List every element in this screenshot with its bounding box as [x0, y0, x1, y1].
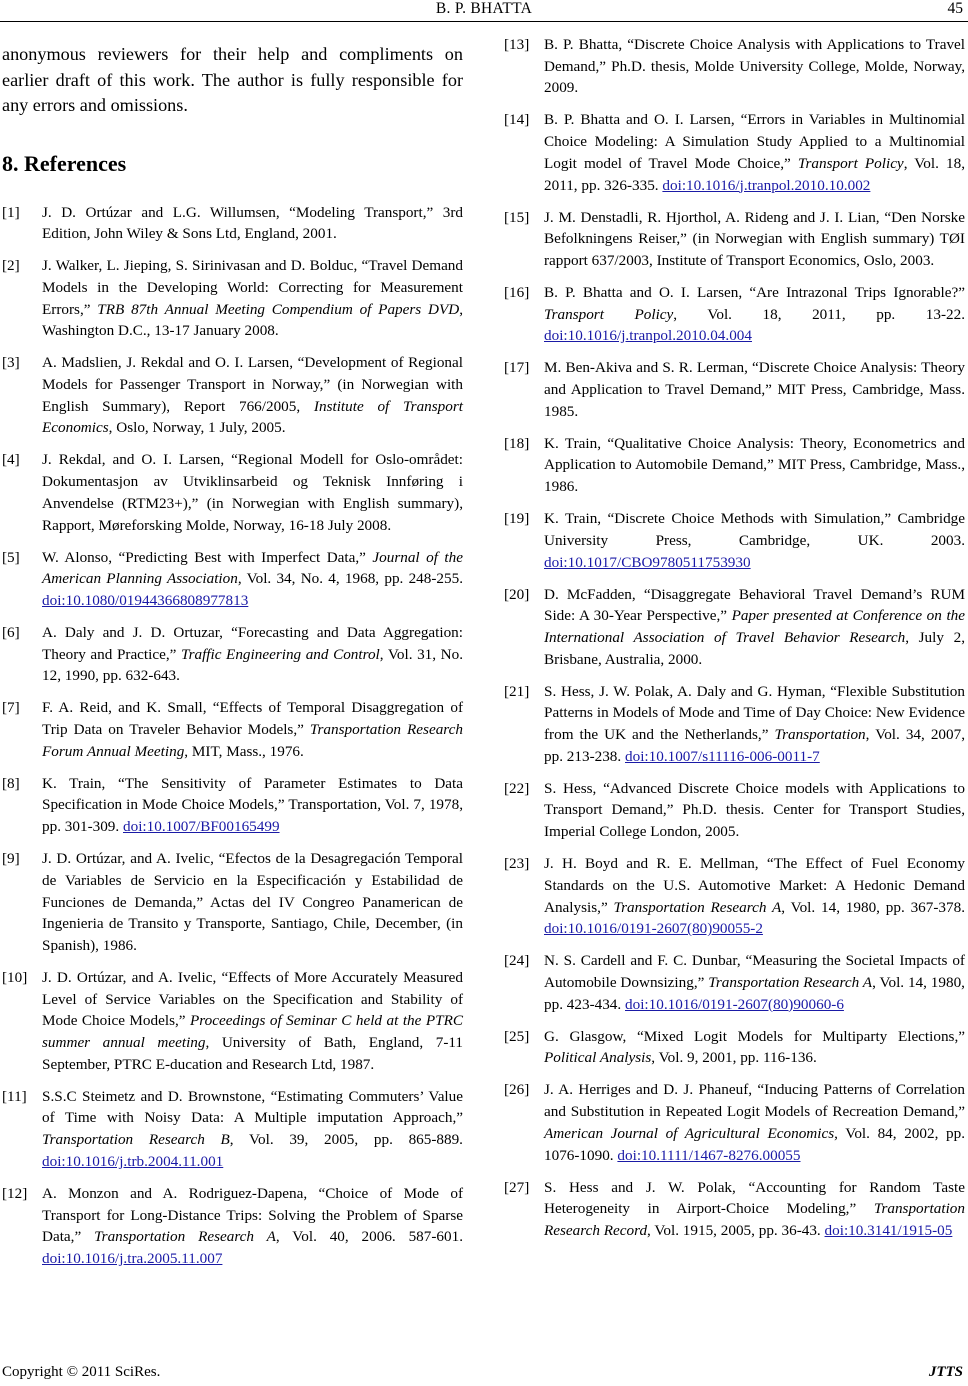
reference-text — [42, 699, 463, 759]
reference-text-part: , Vol. 14, 1980, pp. 423-434. — [544, 973, 965, 1013]
reference-text-part: J. M. Denstadli, R. Hjorthol, A. Rideng and J. I. Lian, “Den Norske Befolkningens Reiser,” (in Norwegian with English summary) TØI rapport 637/2003, Institute of Transport Economics, Oslo, 2003. — [544, 208, 965, 269]
reference-item — [2, 848, 463, 957]
reference-number: [6] — [2, 623, 20, 641]
reference-number: [1] — [2, 203, 20, 221]
reference-text — [42, 204, 463, 243]
reference-number: [13] — [504, 36, 530, 53]
reference-item — [2, 547, 463, 612]
doi-link[interactable]: doi:10.3141/1915-05 — [824, 1221, 953, 1239]
reference-item — [504, 853, 965, 940]
reference-text — [42, 257, 463, 339]
reference-number: [12] — [2, 1184, 28, 1202]
reference-item — [2, 697, 463, 762]
reference-text — [544, 683, 965, 765]
reference-number: [25] — [504, 1027, 530, 1045]
reference-number: [23] — [504, 855, 530, 873]
reference-text — [42, 549, 463, 609]
reference-text — [42, 451, 463, 533]
reference-item — [504, 207, 965, 272]
reference-item — [2, 202, 463, 245]
reference-item — [504, 950, 965, 1015]
reference-list-left — [2, 202, 463, 1270]
reference-item — [2, 773, 463, 838]
reference-item — [2, 967, 463, 1076]
reference-italic-source: Proceedings of Seminar C held at the PTRC summer annual meeting — [42, 1012, 463, 1052]
reference-number: [19] — [504, 510, 530, 528]
doi-link[interactable]: doi:10.1007/BF00165499 — [123, 818, 280, 836]
reference-text-part: B. P. Bhatta and O. I. Larsen, “Are Intrazonal Trips Ignorable?” — [544, 283, 965, 301]
reference-text-part: J. D. Ortúzar, and A. Ivelic, “Efectos de la Desagregación Temporal de Variables de Servicio en la Especificación y Estabilidad de Funciones de Demanda,” Actas del IV Congreo Panamerican de Ingenieria de Transito y Transporte, Santiago, Chile, December, (in Spanish), 1986. — [42, 850, 463, 954]
reference-text-part: S. Hess and J. W. Polak, “Accounting for Random Taste Heterogeneity in Airport-Choice Modeling,” — [544, 1178, 965, 1218]
reference-italic-source: Transportation — [774, 726, 866, 744]
reference-text — [544, 780, 965, 840]
reference-text — [544, 111, 965, 193]
reference-item — [504, 681, 965, 768]
doi-link[interactable]: doi:10.1016/j.tranpol.2010.10.002 — [662, 176, 871, 194]
reference-text-part: A. Daly and J. D. Ortuzar, “Forecasting and Data Aggregation: Theory and Practice,” — [42, 623, 463, 663]
reference-text-part: F. A. Reid, and K. Small, “Effects of Temporal Disaggregation of Trip Data on Traveler Behavior Models,” — [42, 699, 463, 739]
reference-text-part: J. H. Boyd and R. E. Mellman, “The Effect of Fuel Economy Standards on the U.S. Automotive Market: A Hedonic Demand Analysis,” — [544, 855, 965, 916]
reference-text-part: A. Madslien, J. Rekdal and O. I. Larsen, “Development of Regional Models for Passenger Transport in Norway,” (in Norwegian with English Summary), Report 766/2005, — [42, 354, 463, 415]
reference-item — [2, 622, 463, 687]
reference-text-part: , Vol. 18, 2011, pp. 326-335. — [544, 154, 965, 194]
reference-text-part: B. P. Bhatta and O. I. Larsen, “Errors in Variables in Multinomial Choice Modeling: A Simulation Study Applied to a Multinomial Logit model of Travel Mode Choice,” — [544, 111, 965, 172]
reference-number: [8] — [2, 774, 20, 792]
reference-text-part: , Vol. 18, 2011, pp. 13-22. — [673, 305, 965, 323]
reference-number: [3] — [2, 354, 20, 372]
reference-text-part: , Vol. 84, 2002, pp. 1076-1090. — [544, 1124, 965, 1164]
reference-text — [42, 850, 463, 954]
reference-text-part: , Vol. 9, 2001, pp. 116-136. — [651, 1049, 817, 1067]
reference-text — [544, 510, 965, 570]
reference-text-part: , Vol. 14, 1980, pp. 367-378. — [781, 898, 966, 916]
reference-number: [5] — [2, 548, 20, 566]
reference-item — [504, 1026, 965, 1069]
reference-item — [504, 778, 965, 843]
reference-italic-source: American Journal of Agricultural Economics — [544, 1124, 835, 1142]
reference-item — [504, 34, 965, 99]
reference-text — [544, 36, 965, 96]
reference-item — [2, 1086, 463, 1173]
reference-text-part: , Washington D.C., 13-17 January 2008. — [42, 300, 463, 340]
reference-text-part: J. D. Ortúzar, and A. Ivelic, “Effects of More Accurately Measured Level of Service Variables on the Specification and Stability of Mode Choice Models,” — [42, 968, 463, 1030]
reference-item — [504, 508, 965, 573]
reference-number: [21] — [504, 682, 530, 700]
reference-italic-source: Transport Policy — [797, 154, 904, 172]
reference-text — [544, 435, 965, 495]
running-header-author: B. P. BHATTA — [435, 0, 533, 17]
reference-italic-source: Transport Policy — [544, 305, 674, 323]
reference-text-part: J. D. Ortúzar and L.G. Willumsen, “Modeling Transport,” 3rd Edition, John Wiley & Sons Ltd, England, 2001. — [42, 203, 463, 243]
reference-text-part: N. S. Cardell and F. C. Dunbar, “Measuring the Societal Impacts of Automobile Downsizing,” — [544, 952, 965, 991]
reference-item — [2, 449, 463, 536]
reference-text-part: A. Monzon and A. Rodriguez-Dapena, “Choice of Mode of Transport for Long-Distance Trips: Solving the Problem of Sparse Data,” — [42, 1184, 463, 1246]
reference-number: [22] — [504, 779, 530, 797]
reference-italic-source: Transportation Research Forum Annual Meeting — [42, 721, 463, 760]
doi-link[interactable]: doi:10.1016/j.trb.2004.11.001 — [42, 1152, 224, 1170]
reference-text-part: , July 2, Brisbane, Australia, 2000. — [544, 628, 965, 668]
reference-text — [544, 952, 965, 1012]
reference-item — [504, 282, 965, 347]
page-number: 45 — [947, 0, 963, 17]
reference-item — [504, 433, 965, 498]
reference-number: [18] — [504, 434, 530, 452]
reference-text-part: , Vol. 39, 2005, pp. 865-889. — [229, 1131, 463, 1149]
doi-link[interactable]: doi:10.1016/0191-2607(80)90060-6 — [625, 995, 844, 1013]
footer-copyright: Copyright © 2011 SciRes. — [2, 1364, 161, 1380]
reference-item — [504, 357, 965, 422]
reference-text-part: , Vol. 31, No. 12, 1990, pp. 632-643. — [42, 645, 463, 685]
reference-text-part: , Oslo, Norway, 1 July, 2005. — [108, 419, 286, 437]
reference-number: [24] — [504, 952, 530, 970]
reference-list-right — [504, 34, 965, 1242]
reference-text-part: , Vol. 40, 2006. 587-601. — [275, 1228, 463, 1246]
reference-italic-source: Transportation Research A — [708, 973, 873, 991]
reference-text — [42, 624, 463, 684]
reference-text — [544, 1179, 965, 1239]
reference-italic-source: Transportation Research A — [94, 1228, 276, 1246]
reference-italic-source: TRB 87th Annual Meeting Compendium of Papers DVD — [97, 300, 460, 318]
reference-text — [42, 775, 463, 835]
reference-italic-source: Traffic Engineering and Control — [180, 645, 380, 663]
reference-text — [544, 284, 965, 344]
reference-item — [504, 1079, 965, 1166]
reference-item — [504, 109, 965, 196]
reference-text-part: S.S.C Steimetz and D. Brownstone, “Estimating Commuters’ Value of Time with Noisy Data: A Multiple imputation Approach,” — [42, 1087, 463, 1127]
reference-text — [42, 1185, 463, 1267]
reference-number: [4] — [2, 451, 20, 469]
reference-number: [11] — [2, 1087, 27, 1105]
reference-text-part: K. Train, “The Sensitivity of Parameter Estimates to Data Specification in Mode Choice Models,” Transportation, Vol. 7, 1978, pp. 301-309. — [42, 774, 463, 836]
doi-link[interactable]: doi:10.1016/0191-2607(80)90055-2 — [544, 920, 763, 938]
reference-number: [2] — [2, 257, 20, 275]
reference-italic-source: Institute of Transport Economics — [42, 397, 463, 437]
reference-text-part: K. Train, “Discrete Choice Methods with Simulation,” Cambridge University Press, Cambridge, UK. 2003. — [544, 510, 965, 549]
reference-item — [2, 1183, 463, 1270]
reference-text-part: , MIT, Mass., 1976. — [184, 742, 304, 760]
reference-number: [17] — [504, 359, 530, 377]
reference-italic-source: Political Analysis — [544, 1049, 652, 1067]
reference-text — [42, 1088, 463, 1170]
reference-number: [15] — [504, 208, 530, 226]
reference-italic-source: Transportation Research A — [613, 898, 782, 916]
reference-item — [2, 352, 463, 439]
intro-paragraph: anonymous reviewers for their help and compliments on earlier draft of this work. The author is fully responsible for any errors and omissions. — [2, 44, 463, 115]
reference-number: [20] — [504, 585, 530, 603]
doi-link[interactable]: doi:10.1007/s11116-006-0011-7 — [625, 747, 820, 765]
reference-text-part: S. Hess, “Advanced Discrete Choice models with Applications to Transport Demand,” Ph.D. thesis. Center for Transport Studies, Imperial College London, 2005. — [544, 779, 965, 841]
reference-italic-source: Journal of the American Planning Association — [42, 548, 463, 588]
reference-number: [14] — [504, 111, 530, 129]
reference-text — [42, 354, 463, 436]
reference-number: [26] — [504, 1081, 530, 1099]
doi-link[interactable]: doi:10.1016/j.tranpol.2010.04.004 — [544, 327, 752, 345]
reference-text-part: M. Ben-Akiva and S. R. Lerman, “Discrete Choice Analysis: Theory and Application to Travel Demand,” MIT Press, Cambridge, Mass. 1985. — [544, 359, 965, 420]
reference-text — [544, 209, 965, 269]
reference-number: [7] — [2, 699, 20, 717]
section-heading-references: 8. References — [2, 150, 127, 176]
right-column — [504, 34, 965, 1252]
header-rule — [0, 21, 968, 22]
reference-text — [544, 586, 965, 668]
reference-italic-source: Transportation Research Record — [544, 1200, 965, 1239]
reference-text-part: , Vol. 1915, 2005, pp. 36-43. — [647, 1221, 825, 1239]
reference-text-part: K. Train, “Qualitative Choice Analysis: Theory, Econometrics and Application to Automobile Demand,” MIT Press, Cambridge, Mass., 1986. — [544, 434, 965, 496]
reference-item — [504, 1177, 965, 1242]
reference-text-part: , Vol. 34, No. 4, 1968, pp. 248-255. — [237, 570, 464, 588]
reference-text — [42, 969, 463, 1073]
reference-italic-source: Paper presented at Conference on the International Association of Travel Behavior Research — [544, 607, 965, 646]
reference-italic-source: Transportation Research B — [42, 1131, 230, 1149]
reference-text — [544, 1028, 965, 1067]
reference-text-part: G. Glasgow, “Mixed Logit Models for Multiparty Elections,” — [544, 1027, 965, 1045]
reference-text-part: D. McFadden, “Disaggregate Behavioral Travel Demand’s RUM Side: A 30-Year Perspective,” — [544, 585, 965, 625]
reference-item — [504, 584, 965, 671]
reference-number: [9] — [2, 850, 20, 868]
reference-number: [10] — [2, 968, 28, 986]
reference-text — [544, 1081, 965, 1163]
doi-link[interactable]: doi:10.1017/CBO9780511753930 — [544, 553, 751, 571]
reference-text-part: , University of Bath, England, 7-11 September, PTRC E-ducation and Research Ltd, 1987. — [42, 1034, 464, 1073]
doi-link[interactable]: doi:10.1080/01944366808977813 — [42, 591, 249, 609]
left-column — [2, 34, 463, 1280]
doi-link[interactable]: doi:10.1016/j.tra.2005.11.007 — [42, 1250, 223, 1267]
reference-text-part: J. A. Herriges and D. J. Phaneuf, “Inducing Patterns of Correlation and Substitution in Repeated Logit Models of Recreation Demand,” — [544, 1081, 965, 1121]
footer-journal: JTTS — [928, 1364, 963, 1380]
reference-text — [544, 855, 965, 937]
reference-number: [27] — [504, 1178, 530, 1196]
reference-text-part: W. Alonso, “Predicting Best with Imperfect Data,” — [42, 548, 373, 566]
reference-text-part: S. Hess, J. W. Polak, A. Daly and G. Hyman, “Flexible Substitution Patterns in Models of Mode and Time of Day Choice: New Evidence from the UK and the Netherlands,” — [544, 682, 965, 744]
reference-text-part: J. Rekdal, and O. I. Larsen, “Regional Modell for Oslo-området: Dokumentasjon av Utviklinsarbeid og Teknisk Innføring i Anvendelse (RTM23+),” (in Norwegian with English summary), Rapport, Møreforsking Molde, Norway, 16-18 July 2008. — [42, 451, 463, 534]
reference-number: [16] — [504, 283, 530, 301]
reference-text — [544, 359, 965, 419]
reference-text-part: B. P. Bhatta, “Discrete Choice Analysis with Applications to Travel Demand,” Ph.D. thesis, Molde University College, Molde, Norway, 2009. — [544, 36, 965, 97]
reference-text-part: J. Walker, L. Jieping, S. Sirinivasan and D. Bolduc, “Travel Demand Models in the Developing World: Correcting for Measurement Errors,” — [42, 257, 463, 318]
reference-text-part: , Vol. 34, 2007, pp. 213-238. — [544, 726, 965, 765]
reference-item — [2, 255, 463, 342]
doi-link[interactable]: doi:10.1111/1467-8276.00055 — [617, 1146, 801, 1164]
